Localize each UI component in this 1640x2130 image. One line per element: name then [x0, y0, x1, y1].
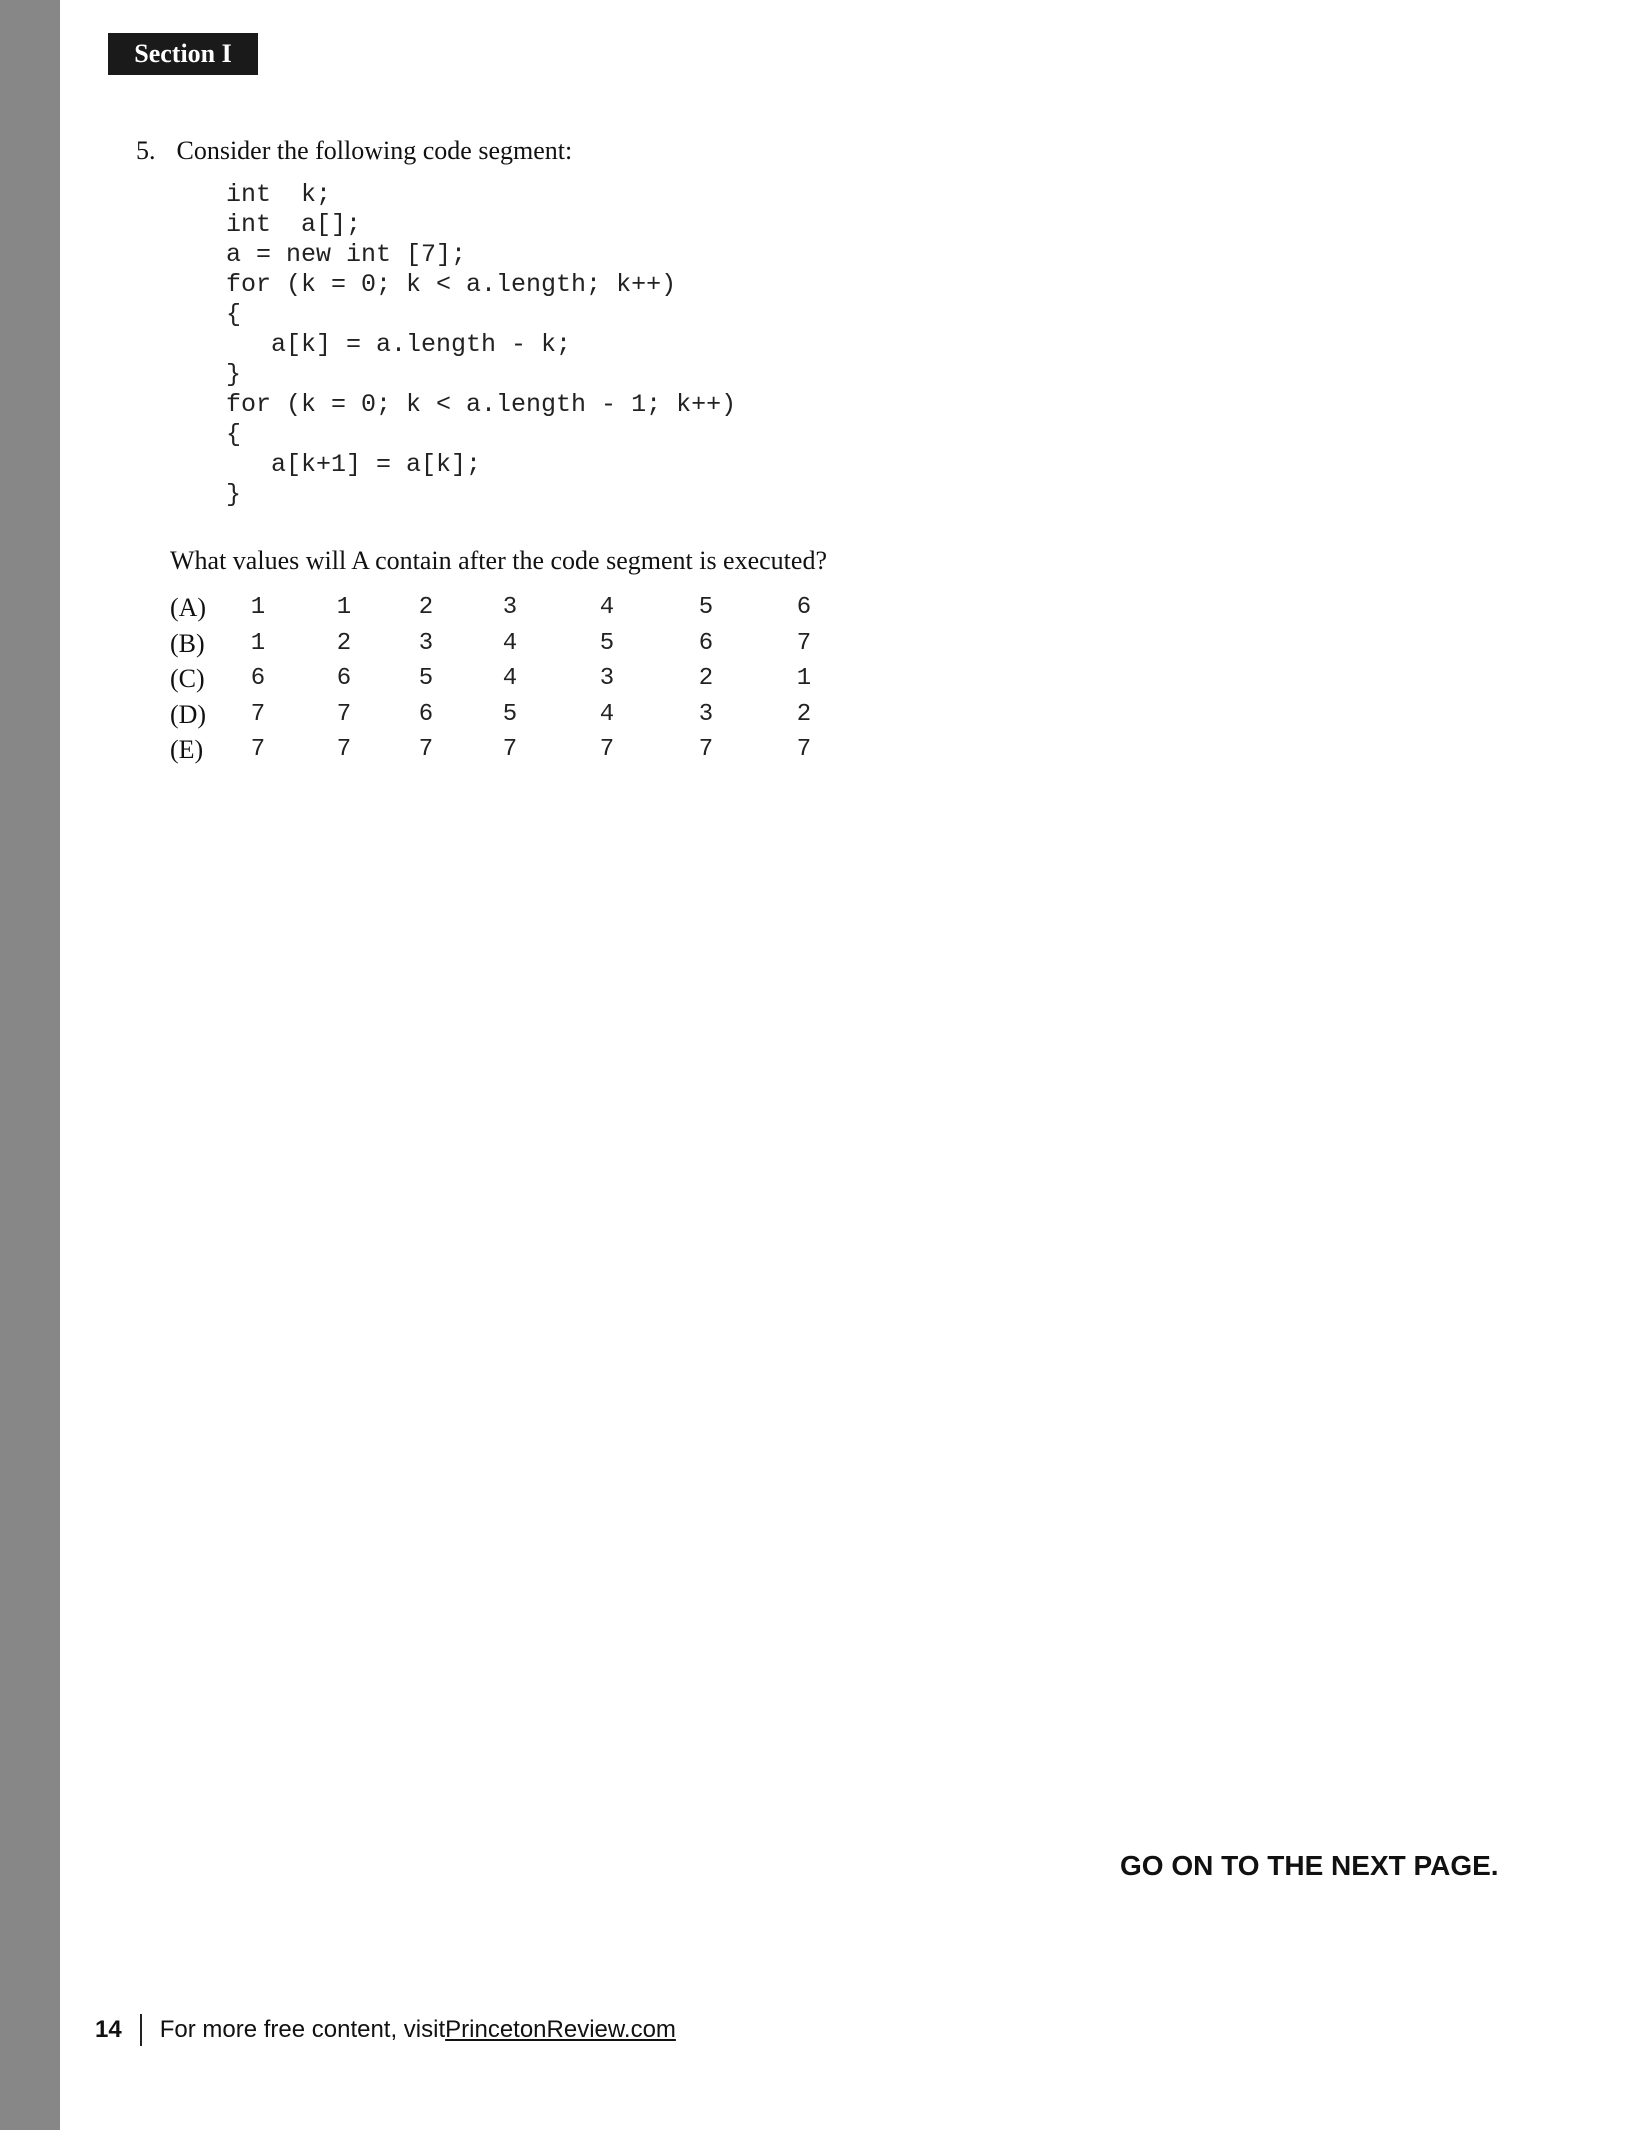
choice-value: 7: [250, 700, 266, 728]
choice-value: 1: [250, 629, 266, 657]
choice-value: 2: [698, 665, 714, 692]
choice-value: 6: [418, 700, 434, 728]
choice-value: 7: [336, 700, 352, 728]
choice-value: 7: [418, 736, 434, 763]
choice-value: 5: [502, 700, 518, 728]
code-line: {: [226, 420, 242, 449]
footer-text: For more free content, visit: [159, 2016, 446, 2043]
choice-value: 7: [336, 736, 352, 763]
choice-value: 2: [796, 700, 812, 728]
code-line: int k;: [226, 180, 332, 209]
code-line: a = new int [7];: [226, 240, 467, 269]
code-line: {: [226, 300, 242, 329]
choice-value: 4: [599, 594, 615, 621]
choice-value: 3: [599, 665, 615, 692]
choice-value: 2: [336, 629, 352, 657]
choice-label: (D): [170, 699, 207, 729]
choice-value: 6: [796, 594, 812, 621]
choice-value: 4: [502, 665, 518, 692]
question-stem: [136, 136, 572, 166]
choice-value: 1: [336, 594, 352, 621]
choice-value: 6: [250, 665, 266, 692]
choice-value: 7: [502, 736, 518, 763]
choice-value: 1: [250, 594, 266, 621]
code-line: a[k] = a.length - k;: [226, 330, 572, 359]
choice-label: (A): [170, 593, 207, 622]
section-tab: Section I: [108, 33, 258, 75]
code-line: a[k+1] = a[k];: [226, 450, 482, 479]
code-block: [226, 180, 736, 510]
choice-value: 4: [599, 700, 615, 728]
choice-value: 5: [698, 594, 714, 621]
question-text: Consider the following code segment:: [176, 136, 573, 165]
code-line: int a[];: [226, 210, 362, 239]
choice-value: 3: [502, 594, 518, 621]
choice-value: 7: [698, 736, 714, 763]
page-margin-bar: [0, 0, 60, 2130]
choice-value: 3: [698, 700, 714, 728]
choice-value: 7: [796, 736, 812, 763]
code-line: }: [226, 480, 242, 509]
choice-value: 6: [698, 629, 714, 657]
page-footer: [95, 2014, 676, 2046]
princeton-review-link[interactable]: PrincetonReview.com: [445, 2016, 676, 2043]
code-line: }: [226, 360, 242, 389]
choice-value: 6: [336, 665, 352, 692]
footer-divider: [140, 2014, 142, 2046]
choice-value: 4: [502, 629, 518, 657]
choice-label: (B): [170, 628, 205, 658]
question-prompt: What values will A contain after the code segment is executed?: [170, 546, 827, 575]
go-next-page-label: GO ON TO THE NEXT PAGE.: [1120, 1850, 1499, 1881]
choice-value: 5: [418, 665, 434, 692]
choice-value: 1: [796, 665, 812, 692]
choice-value: 7: [599, 736, 615, 763]
code-line: for (k = 0; k < a.length; k++): [226, 270, 677, 299]
choice-value: 2: [418, 594, 434, 621]
choice-value: 7: [250, 736, 266, 763]
choice-label: (E): [170, 735, 204, 764]
code-line: for (k = 0; k < a.length - 1; k++): [226, 390, 737, 419]
question-number: 5.: [136, 136, 156, 165]
choice-value: 3: [418, 629, 434, 657]
choice-value: 7: [796, 629, 812, 657]
choice-label: (C): [170, 664, 205, 693]
page-number: 14: [95, 2016, 122, 2043]
choice-value: 5: [599, 629, 615, 657]
